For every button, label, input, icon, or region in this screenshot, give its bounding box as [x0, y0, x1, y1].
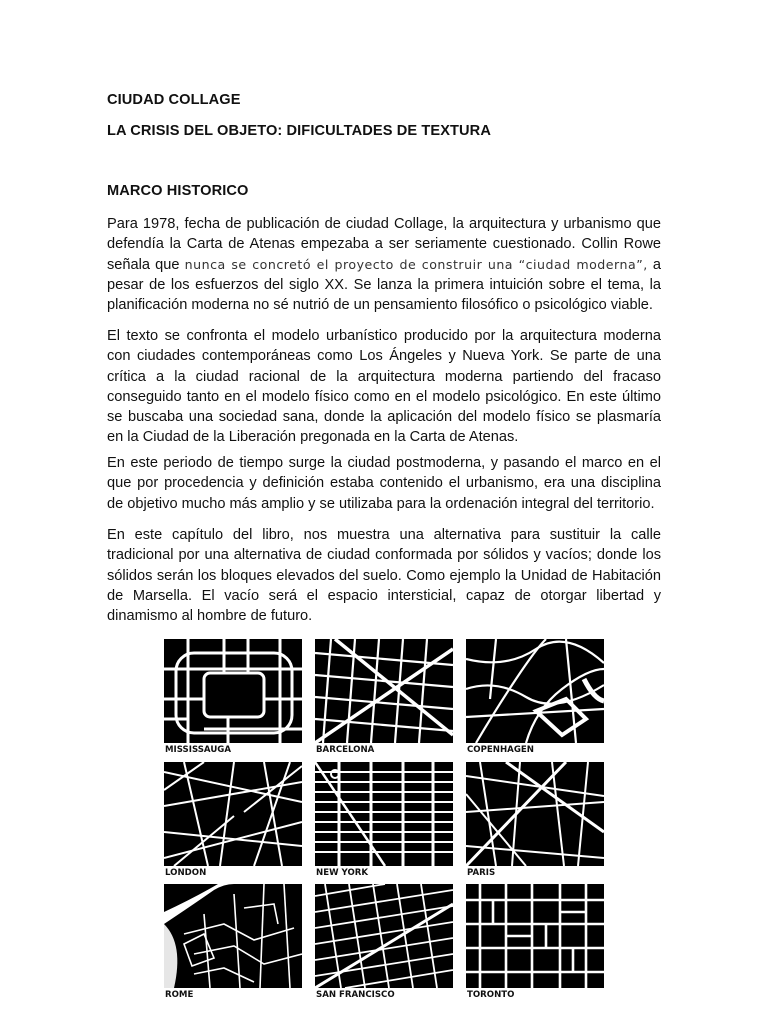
- city-tile-toronto: [466, 884, 604, 1000]
- city-tile-barcelona: [315, 639, 453, 755]
- mississauga-map: [164, 639, 302, 743]
- city-label-rome: ROME: [165, 990, 194, 1000]
- city-label-barcelona: BARCELONA: [316, 745, 375, 755]
- city-label-paris: PARIS: [467, 868, 496, 878]
- city-label-copenhagen: COPENHAGEN: [467, 745, 534, 755]
- city-label-toronto: TORONTO: [467, 990, 515, 1000]
- city-figure-ground-grid: [164, 639, 604, 1005]
- paragraph-1-lead: Para 1978, fecha de publicación de ciudad Collage, la arquitectura y urbanismo que defendía la Carta de Atenas empezaba a ser seriamente cuestionado. Collin Rowe señala que: [107, 216, 661, 273]
- rome-map: [164, 884, 302, 988]
- city-tile-rome: [164, 884, 302, 1000]
- document-title: CIUDAD COLLAGE: [107, 92, 241, 108]
- new-york-map: [315, 762, 453, 866]
- city-label-london: LONDON: [165, 868, 207, 878]
- city-tile-mississauga: [164, 639, 302, 755]
- city-tile-copenhagen: [466, 639, 604, 755]
- toronto-map: [466, 884, 604, 988]
- paragraph-1: [107, 214, 661, 315]
- paragraph-4: En este capítulo del libro, nos muestra una alternativa para sustituir la calle tradicional por una alternativa de ciudad conformada por sólidos y vacíos; donde los sólidos serán los bloques elevados del suelo. Como ejemplo la Unidad de Habitación de Marsella. El vacío será el espacio intersticial, capaz de otorgar libertad y dinamismo al hombre de futuro.: [107, 527, 661, 625]
- paragraph-2: El texto se confronta el modelo urbanístico producido por la arquitectura moderna con ciudades contemporáneas como Los Ángeles y Nueva York. Se parte de una crítica a la ciudad racional de la arquitectura moderna partiendo del fracaso conseguido tanto en el modelo físico como en el modelo psicológico. En este último se buscaba una sociedad sana, donde la aplicación del modelo físico se plasmaría en la Ciudad de la Liberación pregonada en la Carta de Atenas.: [107, 328, 661, 446]
- barcelona-map: [315, 639, 453, 743]
- paragraph-3: En este periodo de tiempo surge la ciudad postmoderna, y pasando el marco en el que por procedencia y definición estaba contenido el urbanismo, era una disciplina de objetivo mucho más amplio y se utilizaba para la ordenación integral del territorio.: [107, 455, 661, 512]
- city-label-san-francisco: SAN FRANCISCO: [316, 990, 395, 1000]
- city-tile-san-francisco: [315, 884, 453, 1000]
- city-label-new-york: NEW YORK: [316, 868, 369, 878]
- document-subtitle: LA CRISIS DEL OBJETO: DIFICULTADES DE TEXTURA: [107, 123, 491, 139]
- paragraph-1-tail: a pesar de los esfuerzos del siglo XX. Se lanza la primera intuición sobre el tema, la planificación moderna no sé nutrió de un pensamiento filosófico o psicológico viable.: [107, 256, 661, 314]
- city-tile-new-york: [315, 762, 453, 878]
- city-label-mississauga: MISSISSAUGA: [165, 745, 232, 755]
- san-francisco-map: [315, 884, 453, 988]
- section-heading: MARCO HISTORICO: [107, 183, 249, 199]
- paris-map: [466, 762, 604, 866]
- paragraph-1-quote: nunca se concretó el proyecto de construir una “ciudad moderna”,: [184, 256, 648, 272]
- copenhagen-map: [466, 639, 604, 743]
- city-tile-paris: [466, 762, 604, 878]
- london-map: [164, 762, 302, 866]
- city-tile-london: [164, 762, 302, 878]
